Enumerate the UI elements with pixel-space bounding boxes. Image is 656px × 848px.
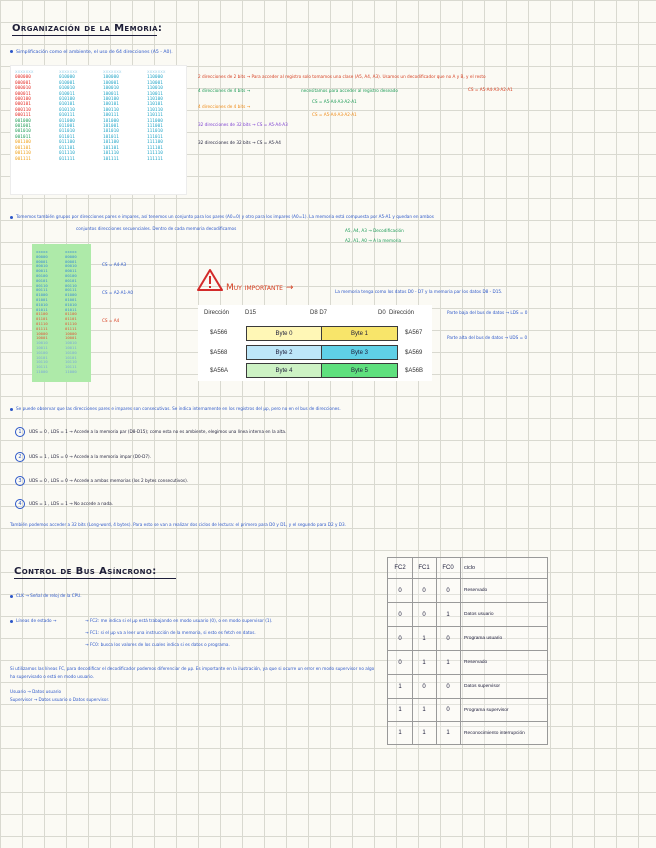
- table-row: 0 0 1 Datos usuario: [388, 602, 547, 626]
- binary-value: 10101: [65, 354, 77, 360]
- binary-value: 01011: [36, 306, 48, 312]
- binary-value: 00100: [36, 272, 48, 278]
- binary-value: 000000: [15, 75, 31, 81]
- binary-value: 111111: [147, 156, 163, 162]
- binary-value: 01110: [65, 320, 77, 326]
- binary-value: 110000: [147, 75, 163, 81]
- binary-value: 11000: [36, 368, 48, 374]
- group-3: 4 direcciones de 4 bits →: [198, 104, 251, 109]
- warning-icon: [197, 268, 223, 297]
- address-right: $A56B: [405, 368, 424, 374]
- binary-value: 110010: [147, 86, 163, 92]
- group-5: 32 direcciones de 32 bits → CS = A5·A4: [198, 140, 281, 145]
- bin-header: xxxxxxx: [59, 70, 78, 75]
- green-col-1: [36, 250, 48, 375]
- binary-value: 111110: [147, 151, 163, 157]
- binary-value: 010110: [59, 107, 75, 113]
- header-d0: D0: [378, 310, 386, 316]
- binary-col-1: [15, 70, 34, 162]
- table-header-row: [388, 558, 547, 578]
- binary-value: 101100: [103, 140, 119, 146]
- green-label-2: CS = A2·A1·A0: [102, 290, 134, 295]
- binary-value: 001111: [15, 156, 31, 162]
- group-1: 2 direcciones de 2 bits → Para acceder al registro solo tomamos una clase (A5, A4, A3). Usamos un decodificador que no A y B, y el resto: [198, 74, 486, 79]
- binary-value: 00111: [65, 287, 77, 293]
- group-3-eq: CS = A5·A4·A3·A2·A1: [312, 112, 357, 117]
- binary-value: 10000: [65, 330, 77, 336]
- bus-note-2: Usuario → Datos usuario: [10, 689, 62, 694]
- byte-cell: Byte 5: [321, 363, 398, 378]
- green-label-3: CS = A4: [102, 318, 120, 323]
- binary-value: 111011: [147, 134, 163, 140]
- bus-note-1: Si utilizamos las líneas FC, para decodificar el decodificador podemos diferenciar de µp. Es importante en la ilustración, ya que si ocurre un error en modo supervisor no algo ha supervisado o está en modo usuario.: [10, 666, 375, 679]
- binary-value: 000110: [15, 107, 31, 113]
- header-fc1: FC1: [418, 565, 430, 571]
- binary-value: 01001: [65, 296, 77, 302]
- byte-layout-table: [198, 305, 432, 381]
- binary-value: 001011: [15, 134, 31, 140]
- binary-value: 111100: [147, 140, 163, 146]
- header-d8-d7: D8 D7: [310, 310, 328, 316]
- para-four: También podemos acceder a 32 bits (Long-word, 4 bytes). Para esto se van a realizar dos ciclos de lectura: el primero para D0 y D1, y el segundo para D2 y D3.: [10, 522, 347, 527]
- bus-state-3: → FC0: busca los valores de los cuales indica si es datos o programa.: [85, 642, 230, 647]
- binary-value: 100001: [103, 80, 119, 86]
- binary-value: 010010: [59, 86, 75, 92]
- bus-state-1: → FC2: me indica si el µp está trabajando en modo usuario (0), o en modo supervisor (1).: [85, 618, 273, 623]
- binary-value: 111101: [147, 145, 163, 151]
- binary-col-2: [59, 70, 78, 162]
- binary-value: 101001: [103, 124, 119, 130]
- table-row: 0 1 1 Reservado: [388, 650, 547, 674]
- group-2: 4 direcciones de 4 bits →: [198, 88, 251, 93]
- byte-cell: Byte 0: [246, 326, 322, 341]
- binary-value: 01001: [36, 296, 48, 302]
- section-title-bus: Control de Bus Asíncrono:: [14, 566, 157, 577]
- binary-value: 01011: [65, 306, 77, 312]
- table-row: 1 1 1 Reconocimiento interrupción: [388, 721, 547, 744]
- binary-value: 10010: [65, 340, 77, 346]
- binary-value: 00001: [65, 258, 77, 264]
- binary-value: 10011: [65, 344, 77, 350]
- binary-value: 100110: [103, 107, 119, 113]
- binary-value: 001110: [15, 151, 31, 157]
- binary-value: 101010: [103, 129, 119, 135]
- binary-value: 00110: [36, 282, 48, 288]
- binary-value: 01010: [65, 301, 77, 307]
- binary-value: 010101: [59, 102, 75, 108]
- binary-value: 01101: [65, 316, 77, 322]
- binary-value: 110001: [147, 80, 163, 86]
- binary-value: 000010: [15, 86, 31, 92]
- important-text: La memoria tenga como los datos D0 - D7 y la memoria par los datos D8 - D15.: [335, 289, 503, 294]
- binary-value: 10001: [36, 335, 48, 341]
- binary-value: 001101: [15, 145, 31, 151]
- green-address-table: [32, 244, 91, 382]
- binary-value: 101000: [103, 118, 119, 124]
- binary-value: 00101: [36, 277, 48, 283]
- binary-value: 01111: [65, 325, 77, 331]
- binary-value: 00011: [65, 268, 77, 274]
- case-3: 3 UDS = 0 , LDS = 0 → Accede a ambas memorias (los 2 bytes consecutivos).: [15, 476, 188, 486]
- binary-value: 00010: [65, 263, 77, 269]
- bullet-icon: [10, 50, 13, 53]
- bin-header: xxxxxxx: [15, 70, 34, 75]
- bus-clk: CLK → Señal de reloj de la CPU.: [10, 593, 82, 598]
- binary-value: 011101: [59, 145, 75, 151]
- binary-value: 01100: [65, 311, 77, 317]
- binary-value: 010000: [59, 75, 75, 81]
- binary-value: 100000: [103, 75, 119, 81]
- binary-value: 101111: [103, 156, 119, 162]
- binary-address-table: [11, 66, 186, 194]
- group-2-eq: CS = A5·A4·A3·A2·A1: [312, 99, 357, 104]
- case-2: 2 UDS = 1 , LDS = 0 → Accede a la memoria impar (D0-D7).: [15, 452, 151, 462]
- header-cycle: ciclo: [464, 565, 476, 571]
- binary-value: 011011: [59, 134, 75, 140]
- binary-value: 110110: [147, 107, 163, 113]
- bus-note-3: Supervisor → Datos usuario o Datos supervisor.: [10, 697, 110, 702]
- binary-value: 011100: [59, 140, 75, 146]
- binary-value: 10111: [36, 364, 48, 370]
- binary-value: 11000: [65, 368, 77, 374]
- binary-value: 011000: [59, 118, 75, 124]
- binary-value: 111010: [147, 129, 163, 135]
- binary-value: 111000: [147, 118, 163, 124]
- binary-value: 010111: [59, 113, 75, 119]
- bus-state-label: Líneas de estado →: [10, 618, 56, 623]
- binary-value: 001010: [15, 129, 31, 135]
- bin-header: xxxxxxx: [103, 70, 122, 75]
- binary-col-3: [103, 70, 122, 162]
- binary-value: 00001: [36, 258, 48, 264]
- para-two-side-2: A2, A1, A0 → A la memoria: [345, 238, 402, 243]
- binary-value: 00000: [65, 253, 77, 259]
- binary-value: 01110: [36, 320, 48, 326]
- binary-value: 100111: [103, 113, 119, 119]
- binary-value: 01101: [36, 316, 48, 322]
- binary-value: 00100: [65, 272, 77, 278]
- para-three: Se puede observar que las direcciones pares e impares son consecutivas. Se indica internamente en los registros del µp, pero no en el bus de direcciones.: [10, 406, 341, 411]
- table-row: 0 0 0 Reservado: [388, 578, 547, 602]
- intro-line: [10, 50, 173, 55]
- binary-col-4: [147, 70, 166, 162]
- address-right: $A569: [405, 350, 423, 356]
- group-4: 32 direcciones de 32 bits → CS = A5·A4·A3: [198, 122, 288, 127]
- binary-value: 010001: [59, 80, 75, 86]
- table-row: 0 1 0 Programa usuario: [388, 626, 547, 650]
- header-address-right: Dirección: [389, 310, 415, 316]
- binary-value: 110011: [147, 91, 163, 97]
- binary-value: 010011: [59, 91, 75, 97]
- table-row: 1 0 0 Datos supervisor: [388, 674, 547, 698]
- binary-value: 10110: [36, 359, 48, 365]
- byte-side-note-2: Parte alta del bus de datos → UDS = 0: [447, 335, 528, 340]
- byte-cell: Byte 3: [321, 345, 398, 360]
- address-left: $A56A: [210, 368, 229, 374]
- binary-value: 011010: [59, 129, 75, 135]
- binary-value: 10001: [65, 335, 77, 341]
- binary-value: 00101: [65, 277, 77, 283]
- table-row: 1 1 0 Programa supervisor: [388, 698, 547, 721]
- binary-value: 10010: [36, 340, 48, 346]
- binary-value: 101011: [103, 134, 119, 140]
- title-underline: [14, 578, 176, 579]
- binary-value: 01000: [36, 292, 48, 298]
- binary-value: 101101: [103, 145, 119, 151]
- bus-state-2: → FC1: si el µp va a leer una instrucción de la memoria, si esto es fetch en datos.: [85, 630, 256, 635]
- header-d15: D15: [245, 310, 257, 316]
- group-1-eq: CS = A5·A4·A3·A2·A1: [468, 87, 513, 92]
- green-header: xxxxx: [36, 249, 48, 254]
- binary-value: 10110: [65, 359, 77, 365]
- para-two: Tomemos también grupos por direcciones pares e impares, así tenemos un conjunto para los pares (A0=0) y otro para los impares (A0=1). La memoria está compuesta por A5-A1 y quedan en ambos: [10, 214, 434, 219]
- case-1: 1 UDS = 0 , LDS = 1 → Accede a la memoria par (D8-D15); como esta no es ambiente, elegimos una línea interna en la alta.: [15, 427, 286, 437]
- case-4: 4 UDS = 1 , LDS = 1 → No accede a nada.: [15, 499, 113, 509]
- binary-value: 00011: [36, 268, 48, 274]
- binary-value: 110100: [147, 97, 163, 103]
- binary-value: 000100: [15, 97, 31, 103]
- binary-value: 01010: [36, 301, 48, 307]
- binary-value: 01111: [36, 325, 48, 331]
- green-header: xxxxx: [65, 249, 77, 254]
- section-title-memory: Organización de la Memoria:: [12, 23, 163, 34]
- binary-value: 100100: [103, 97, 119, 103]
- binary-value: 111001: [147, 124, 163, 130]
- byte-cell: Byte 1: [321, 326, 398, 341]
- binary-value: 100101: [103, 102, 119, 108]
- binary-value: 101110: [103, 151, 119, 157]
- binary-value: 000001: [15, 80, 31, 86]
- binary-value: 00010: [36, 263, 48, 269]
- binary-value: 001000: [15, 118, 31, 124]
- binary-value: 000111: [15, 113, 31, 119]
- address-left: $A568: [210, 350, 228, 356]
- address-left: $A566: [210, 330, 228, 336]
- binary-value: 10000: [36, 330, 48, 336]
- para-two-b: conjuntos direcciones secuenciales. Dentro de cada memoria decodificamos: [76, 226, 237, 231]
- binary-value: 10101: [36, 354, 48, 360]
- fc-cycle-table: [387, 557, 548, 745]
- binary-value: 10011: [36, 344, 48, 350]
- binary-value: 10111: [65, 364, 77, 370]
- binary-value: 010100: [59, 97, 75, 103]
- title-underline: [12, 35, 157, 36]
- binary-value: 10100: [65, 349, 77, 355]
- bin-header: xxxxxxx: [147, 70, 166, 75]
- green-col-2: [65, 250, 77, 375]
- binary-value: 100011: [103, 91, 119, 97]
- header-fc0: FC0: [442, 565, 454, 571]
- binary-value: 01100: [36, 311, 48, 317]
- binary-value: 011110: [59, 151, 75, 157]
- address-right: $A567: [405, 330, 423, 336]
- intro-text: Simplificación como el ambiente, el uso de 64 direcciones (A5 - A0).: [16, 50, 173, 55]
- binary-value: 110101: [147, 102, 163, 108]
- header-fc2: FC2: [394, 565, 406, 571]
- para-two-side-1: A5, A4, A3 → Decodificación: [345, 228, 404, 233]
- binary-value: 00111: [36, 287, 48, 293]
- binary-value: 000011: [15, 91, 31, 97]
- binary-value: 01000: [65, 292, 77, 298]
- important-label: Muy importante →: [226, 283, 294, 293]
- binary-value: 10100: [36, 349, 48, 355]
- header-address-left: Dirección: [204, 310, 230, 316]
- green-label-1: CS = A4·A3: [102, 262, 127, 267]
- byte-cell: Byte 4: [246, 363, 322, 378]
- binary-value: 000101: [15, 102, 31, 108]
- byte-side-note-1: Parte baja del bus de datos → LDS = 0: [447, 310, 528, 315]
- byte-cell: Byte 2: [246, 345, 322, 360]
- binary-value: 001100: [15, 140, 31, 146]
- binary-value: 00110: [65, 282, 77, 288]
- binary-value: 100010: [103, 86, 119, 92]
- group-2-note: necesitamos para acceder al registro deseado: [301, 88, 398, 93]
- binary-value: 011111: [59, 156, 75, 162]
- binary-value: 001001: [15, 124, 31, 130]
- binary-value: 011001: [59, 124, 75, 130]
- binary-value: 110111: [147, 113, 163, 119]
- binary-value: 00000: [36, 253, 48, 259]
